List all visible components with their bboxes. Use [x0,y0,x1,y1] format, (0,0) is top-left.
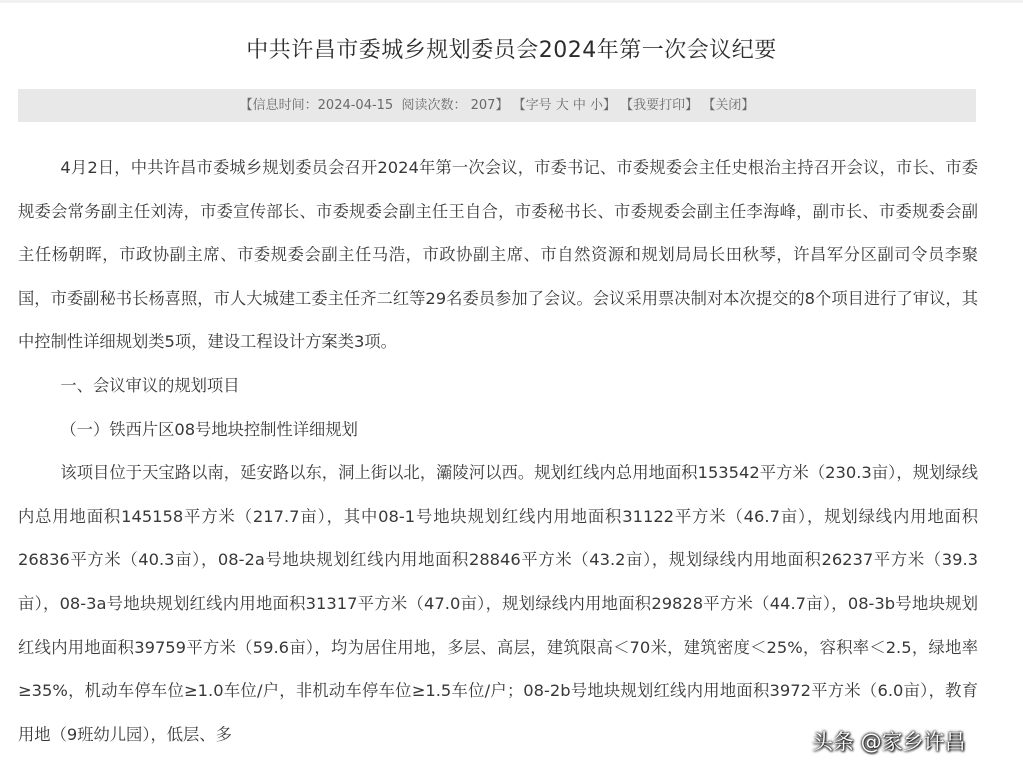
print-link[interactable]: 【我要打印】 [620,98,699,113]
top-divider [0,0,1023,3]
section-heading: 一、会议审议的规划项目 [60,375,240,395]
info-time: 【信息时间：2024-04-15 [239,98,394,113]
article-paragraph: 4月2日，中共许昌市委城乡规划委员会召开2024年第一次会议，市委书记、市委规委会主任史根治主持召开会议，市长、市委规委会常务副主任刘涛，市委宣传部长、市委规委会副主任王自合，市委秘书长、市委规委会副主任李海峰，副市长、市委规委会副主任杨朝晖，市政协副主席、市委规委会副主任马浩，市政协副主席、市自然资源和规划局局长田秋琴，许昌军分区副司令员李聚国，市委副秘书长杨喜照，市人大城建工委主任齐二红等29名委员参加了会议。会议采用票决制对本次提交的8个项目进行了审议，其中控制性详细规划类5项，建设工程设计方案类3项。 [18,158,978,352]
close-link[interactable]: 【关闭】 [702,98,755,113]
font-size-control[interactable]: 【字号 大 中 小】 [512,98,617,113]
views-label: 阅读次数： [401,98,467,113]
page-title: 中共许昌市委城乡规划委员会2024年第一次会议纪要 [246,38,777,63]
views-close: 】 [495,98,509,113]
source-watermark: 头条 @家乡许昌 [812,730,966,754]
article-info-bar [18,89,976,122]
article-body [18,146,978,756]
subsection-heading: （一）铁西片区08号地块控制性详细规划 [60,419,358,439]
views-count: 207 [470,98,496,113]
article-paragraph: 该项目位于天宝路以南，延安路以东，洞上街以北，灞陵河以西。规划红线内总用地面积153542平方米（230.3亩），规划绿线内总用地面积145158平方米（217.7亩），其中08-1号地块规划红线内用地面积31122平方米（46.7亩），规划绿线内用地面积26836平方米（40.3亩），08-2a号地块规划红线内用地面积28846平方米（43.2亩），规划绿线内用地面积26237平方米（39.3亩），08-3a号地块规划红线内用地面积31317平方米（47.0亩），规划绿线内用地面积29828平方米（44.7亩），08-3b号地块规划红线内用地面积39759平方米（59.6亩），均为居住用地，多层、高层，建筑限高＜70米，建筑密度＜25%，容积率＜2.5，绿地率≥35%，机动车停车位≥1.0车位/户，非机动车停车位≥1.5车位/户；08-2b号地块规划红线内用地面积3972平方米（6.0亩），教育用地（9班幼儿园），低层、多 [18,463,978,744]
